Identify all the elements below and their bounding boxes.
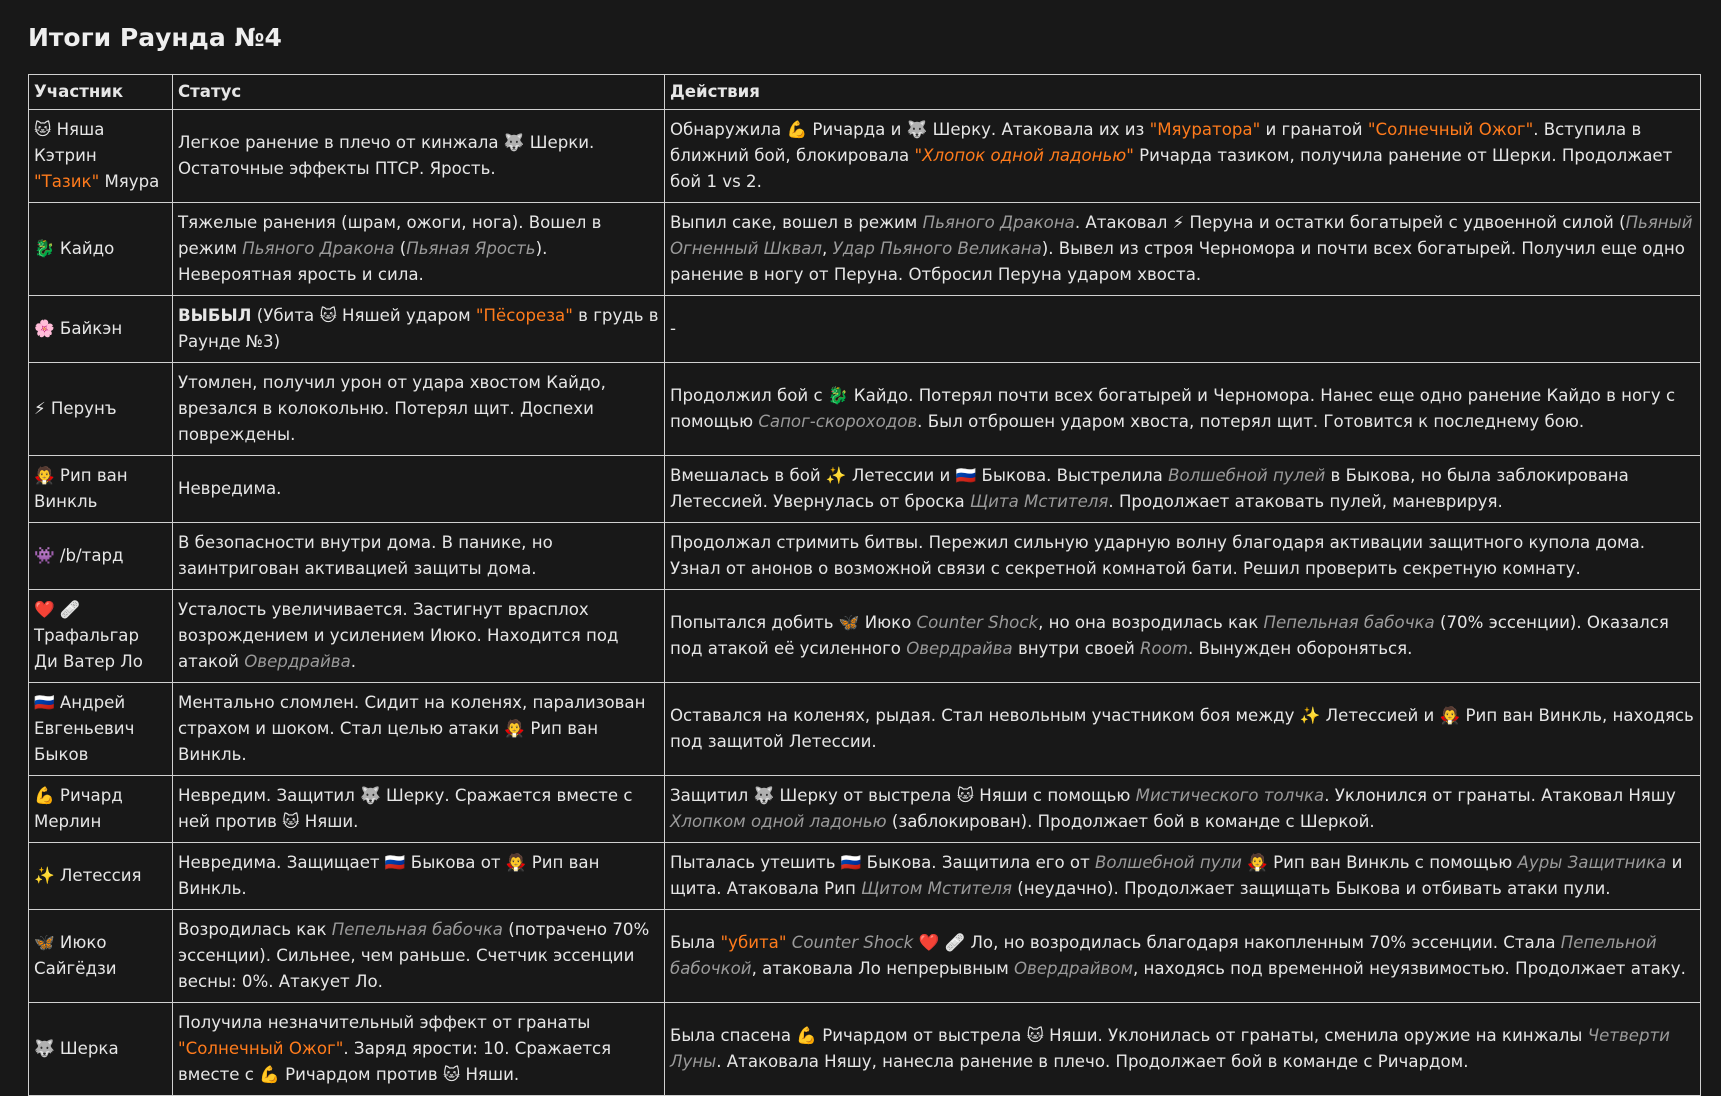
text-segment: . Уклонился от гранаты. Атаковал Няшу bbox=[1324, 786, 1676, 805]
text-segment: 🐉 Кайдо bbox=[34, 239, 115, 258]
actions-cell bbox=[665, 523, 1701, 590]
text-segment: 🧛 Рип ван Винкль с помощью bbox=[1241, 853, 1518, 872]
text-segment: . Продолжает атаковать пулей, маневрируя. bbox=[1108, 492, 1503, 511]
quoted-term: "убита" bbox=[720, 933, 787, 952]
text-segment: (заблокирован). Продолжает бой в команде с Шеркой. bbox=[886, 812, 1375, 831]
participant-cell bbox=[29, 683, 173, 776]
italic-term: Пьяный Огненный Шквал bbox=[670, 213, 1693, 258]
text-segment: Попытался добить 🦋 Июко bbox=[670, 613, 917, 632]
participant-cell bbox=[29, 590, 173, 683]
italic-term: Щита Мстителя bbox=[970, 492, 1109, 511]
text-segment: Утомлен, получил урон от удара хвостом Кайдо, врезался в колокольню. Потерял щит. Доспехи повреждены. bbox=[178, 373, 606, 444]
text-segment: . Вступила в ближний бой, блокировала bbox=[670, 120, 1642, 165]
text-segment: 🇷🇺 Андрей Евгеньевич Быков bbox=[34, 693, 135, 764]
quoted-term: "Солнечный Ожог" bbox=[1367, 120, 1534, 139]
status-cell bbox=[173, 910, 665, 1003]
actions-cell bbox=[665, 110, 1701, 203]
table-row bbox=[29, 523, 1701, 590]
table-row bbox=[29, 590, 1701, 683]
text-segment: В безопасности внутри дома. В панике, но заинтригован активацией защиты дома. bbox=[178, 533, 553, 578]
text-segment: ). Вывел из строя Черномора и почти всех богатырей. Получил еще одно ранение в ногу от Перуна. Отбросил Перуна ударом хвоста. bbox=[670, 239, 1685, 284]
table-row bbox=[29, 843, 1701, 910]
quoted-term: "Солнечный Ожог" bbox=[178, 1039, 344, 1058]
italic-term: Пепельная бабочка bbox=[331, 920, 503, 939]
italic-term: Мистического толчка bbox=[1135, 786, 1325, 805]
quoted-term: "Мяуратора" bbox=[1149, 120, 1261, 139]
italic-term: Волшебной пулей bbox=[1168, 466, 1326, 485]
quoted-term: "Тазик" bbox=[34, 172, 100, 191]
italic-term: Counter Shock bbox=[916, 613, 1039, 632]
results-table bbox=[28, 74, 1701, 1096]
text-segment: ⚡ Перунъ bbox=[34, 399, 117, 418]
text-segment: Невредим. Защитил 🐺 Шерку. Сражается вместе с ней против 🐱 Няши. bbox=[178, 786, 633, 831]
actions-cell bbox=[665, 683, 1701, 776]
italic-term: Room bbox=[1140, 639, 1189, 658]
status-cell bbox=[173, 456, 665, 523]
text-segment: ( bbox=[394, 239, 407, 258]
text-segment: Выпил саке, вошел в режим bbox=[670, 213, 923, 232]
text-segment: Обнаружила 💪 Ричарда и 🐺 Шерку. Атаковала их из bbox=[670, 120, 1150, 139]
text-segment: . Атаковала Няшу, нанесла ранение в плечо. Продолжает бой в команде с Ричардом. bbox=[716, 1052, 1469, 1071]
italic-term: Удар Пьяного Великана bbox=[832, 239, 1042, 258]
text-segment: в грудь в Раунде №3) bbox=[178, 306, 659, 351]
text-segment: Продолжил бой с 🐉 Кайдо. Потерял почти всех богатырей и Черномора. Нанес еще одно ранение Кайдо в ногу с помощью bbox=[670, 386, 1676, 431]
text-segment: Продолжал стримить битвы. Пережил сильную ударную волну благодаря активации защитного купола дома. Узнал от анонов о возможной связи с секретной комнатой бати. Решил проверить секретную комнату. bbox=[670, 533, 1646, 578]
table-row bbox=[29, 1003, 1701, 1096]
actions-cell bbox=[665, 296, 1701, 363]
text-segment: (Убита 🐱 Няшей ударом bbox=[251, 306, 476, 325]
table-row bbox=[29, 683, 1701, 776]
text-segment: внутри своей bbox=[1012, 639, 1141, 658]
text-segment: 💪 Ричард Мерлин bbox=[34, 786, 123, 831]
text-segment: , атаковала Ло непрерывным bbox=[751, 959, 1014, 978]
italic-term: Четверти Луны bbox=[670, 1026, 1670, 1071]
text-segment: в Быкова, но была заблокирована Летессией. Увернулась от броска bbox=[670, 466, 1629, 511]
status-cell bbox=[173, 296, 665, 363]
text-segment: (неудачно). Продолжает защищать Быкова и отбивать атаки пули. bbox=[1011, 879, 1611, 898]
table-row bbox=[29, 910, 1701, 1003]
text-segment: Ричарда тазиком, получила ранение от Шерки. Продолжает бой 1 vs 2. bbox=[670, 146, 1673, 191]
text-segment: Невредима. bbox=[178, 479, 282, 498]
actions-cell bbox=[665, 776, 1701, 843]
text-segment: 🐱 Няша Кэтрин bbox=[34, 120, 105, 165]
text-segment: Получила незначительный эффект от гранаты bbox=[178, 1013, 591, 1032]
actions-cell bbox=[665, 590, 1701, 683]
participant-cell bbox=[29, 363, 173, 456]
italic-term: Хлопком одной ладонью bbox=[670, 812, 887, 831]
text-segment: Невредима. Защищает 🇷🇺 Быкова от 🧛 Рип ван Винкль. bbox=[178, 853, 600, 898]
status-cell bbox=[173, 843, 665, 910]
page-title: Итоги Раунда №4 bbox=[28, 23, 282, 52]
italic-term: Пепельной бабочкой bbox=[670, 933, 1657, 978]
italic-term: Овердрайвом bbox=[1014, 959, 1133, 978]
status-cell bbox=[173, 523, 665, 590]
text-segment: , bbox=[822, 239, 833, 258]
actions-cell bbox=[665, 203, 1701, 296]
header-participant: Участник bbox=[29, 75, 173, 110]
italic-term: Counter Shock bbox=[791, 933, 914, 952]
text-segment: , находясь под временной неуязвимостью. Продолжает атаку. bbox=[1133, 959, 1686, 978]
table-row bbox=[29, 776, 1701, 843]
italic-term: Пепельная бабочка bbox=[1263, 613, 1435, 632]
text-segment: Тяжелые ранения (шрам, ожоги, нога). Вошел в режим bbox=[178, 213, 602, 258]
header-actions: Действия bbox=[665, 75, 1701, 110]
text-segment: , но она возродилась как bbox=[1038, 613, 1264, 632]
italic-term: Пьяного Дракона bbox=[922, 213, 1075, 232]
text-segment: . Был отброшен ударом хвоста, потерял щит. Готовится к последнему бою. bbox=[917, 412, 1585, 431]
status-cell bbox=[173, 590, 665, 683]
status-cell bbox=[173, 203, 665, 296]
text-segment: (потрачено 70% эссенции). Сильнее, чем раньше. Счетчик эссенции весны: 0%. Атакует Ло. bbox=[178, 920, 650, 991]
italic-term: Овердрайва bbox=[906, 639, 1013, 658]
text-segment: Вмешалась в бой ✨ Летессии и 🇷🇺 Быкова. Выстрелила bbox=[670, 466, 1169, 485]
participant-cell bbox=[29, 203, 173, 296]
text-segment: ✨ Летессия bbox=[34, 866, 142, 885]
text-segment: - bbox=[670, 319, 676, 338]
participant-cell bbox=[29, 1003, 173, 1096]
text-segment: Защитил 🐺 Шерку от выстрела 🐱 Няши с помощью bbox=[670, 786, 1136, 805]
text-segment: Оставался на коленях, рыдая. Стал невольным участником боя между ✨ Летессией и 🧛 Рип ван Винкль, находясь под защитой Летессии. bbox=[670, 706, 1694, 751]
text-segment: и гранатой bbox=[1260, 120, 1368, 139]
actions-cell bbox=[665, 456, 1701, 523]
table-row bbox=[29, 203, 1701, 296]
text-segment: Возродилась как bbox=[178, 920, 332, 939]
status-cell bbox=[173, 110, 665, 203]
text-segment: Усталость увеличивается. Застигнут врасплох возрождением и усилением Июко. Находится под атакой bbox=[178, 600, 619, 671]
text-segment: ). Невероятная ярость и сила. bbox=[178, 239, 548, 284]
table-row bbox=[29, 363, 1701, 456]
participant-cell bbox=[29, 843, 173, 910]
table-header-row bbox=[29, 75, 1701, 110]
italic-term: Волшебной пули bbox=[1095, 853, 1242, 872]
participant-cell bbox=[29, 910, 173, 1003]
text-segment: (70% эссенции). Оказался под атакой её усиленного bbox=[670, 613, 1669, 658]
actions-cell bbox=[665, 910, 1701, 1003]
text-segment: Мяура bbox=[99, 172, 160, 191]
text-segment: Пыталась утешить 🇷🇺 Быкова. Защитила его от bbox=[670, 853, 1096, 872]
participant-cell bbox=[29, 296, 173, 363]
actions-cell bbox=[665, 363, 1701, 456]
text-segment: ❤️ 🩹 Трафальгар Ди Ватер Ло bbox=[34, 600, 143, 671]
italic-term: Сапог-скороходов bbox=[758, 412, 918, 431]
table-body bbox=[29, 110, 1701, 1096]
actions-cell bbox=[665, 1003, 1701, 1096]
status-cell bbox=[173, 1003, 665, 1096]
status-cell bbox=[173, 683, 665, 776]
bold-term: ВЫБЫЛ bbox=[178, 306, 252, 325]
text-segment: . Заряд ярости: 10. Сражается вместе с 💪 Ричардом против 🐱 Няши. bbox=[178, 1039, 612, 1084]
participant-cell bbox=[29, 776, 173, 843]
status-cell bbox=[173, 363, 665, 456]
participant-cell bbox=[29, 523, 173, 590]
text-segment: Ментально сломлен. Сидит на коленях, парализован страхом и шоком. Стал целью атаки 🧛 Рип ван Винкль. bbox=[178, 693, 646, 764]
text-segment: . bbox=[350, 652, 357, 671]
text-segment: 🧛 Рип ван Винкль bbox=[34, 466, 128, 511]
participant-cell bbox=[29, 456, 173, 523]
italic-term: Пьяная Ярость bbox=[406, 239, 536, 258]
status-cell bbox=[173, 776, 665, 843]
text-segment: Была bbox=[670, 933, 721, 952]
italic-term: Пьяного Дракона bbox=[242, 239, 395, 258]
text-segment: 🐺 Шерка bbox=[34, 1039, 119, 1058]
text-segment: Была спасена 💪 Ричардом от выстрела 🐱 Няши. Уклонилась от гранаты, сменила оружие на кинжалы bbox=[670, 1026, 1588, 1045]
text-segment: . Атаковал ⚡ Перуна и остатки богатырей с удвоенной силой ( bbox=[1074, 213, 1626, 232]
participant-cell bbox=[29, 110, 173, 203]
italic-term: Ауры Защитника bbox=[1517, 853, 1667, 872]
italic-term: Щитом Мстителя bbox=[861, 879, 1012, 898]
text-segment: 🌸 Байкэн bbox=[34, 319, 123, 338]
actions-cell bbox=[665, 843, 1701, 910]
header-status: Статус bbox=[173, 75, 665, 110]
table-row bbox=[29, 110, 1701, 203]
text-segment: и щита. Атаковала Рип bbox=[670, 853, 1683, 898]
table-row bbox=[29, 296, 1701, 363]
italic-term: Овердрайва bbox=[244, 652, 351, 671]
text-segment: 👾 /b/тард bbox=[34, 546, 124, 565]
text-segment: . Вынужден обороняться. bbox=[1188, 639, 1413, 658]
text-segment: Легкое ранение в плечо от кинжала 🐺 Шерки. Остаточные эффекты ПТСР. Ярость. bbox=[178, 133, 595, 178]
text-segment: 🦋 Июко Сайгёдзи bbox=[34, 933, 117, 978]
text-segment: ❤️ 🩹 Ло, но возродилась благодаря накопленным 70% эссенции. Стала bbox=[913, 933, 1561, 952]
quoted-term: "Пёсореза" bbox=[475, 306, 573, 325]
table-row bbox=[29, 456, 1701, 523]
quoted-italic-term: "Хлопок одной ладонью" bbox=[914, 146, 1134, 165]
